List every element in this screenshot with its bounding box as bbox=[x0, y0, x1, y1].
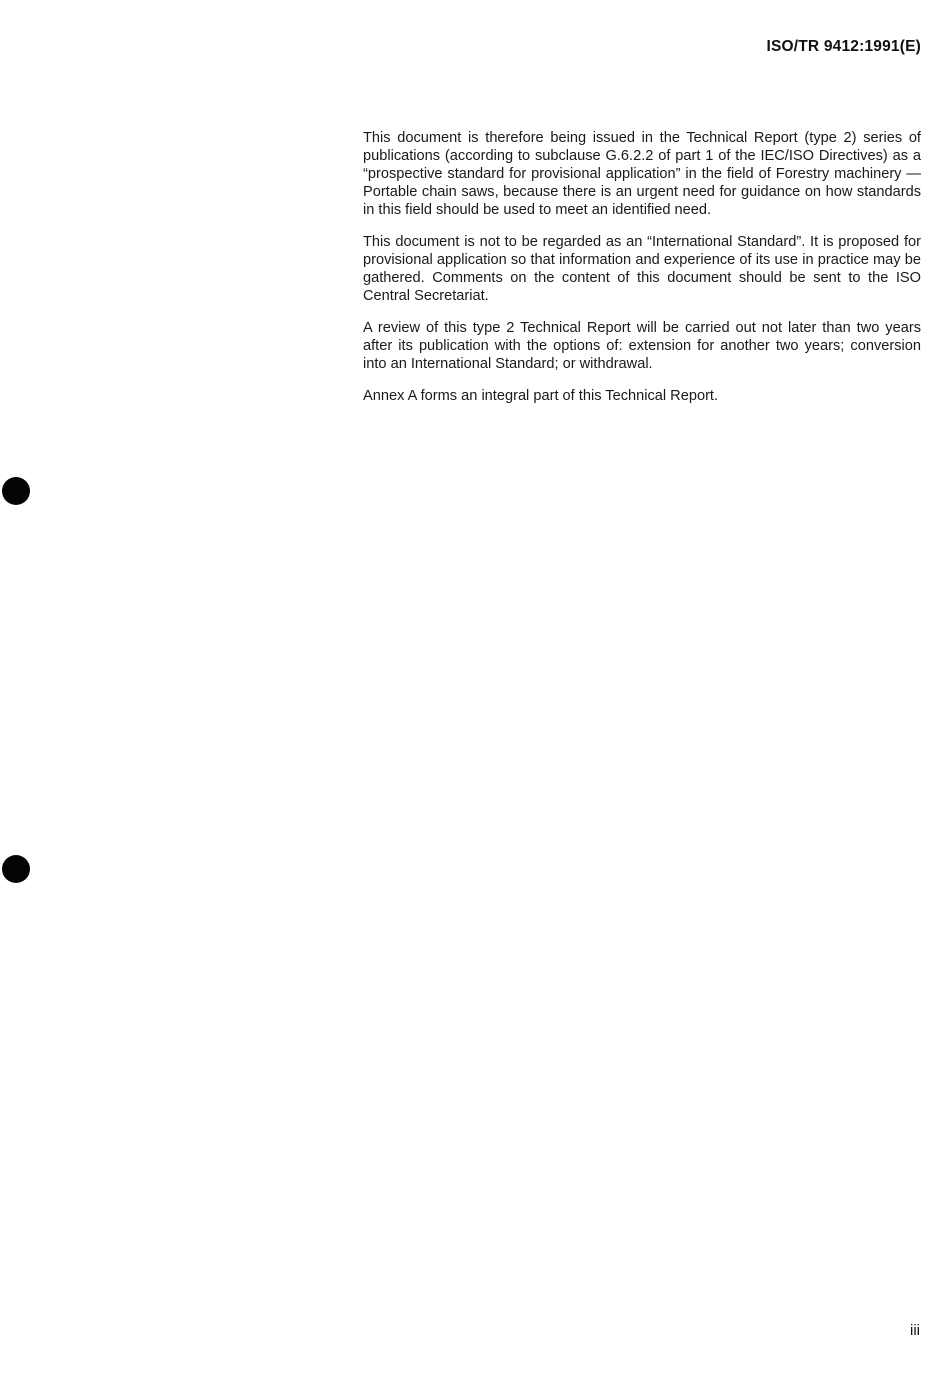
punch-hole-bottom bbox=[2, 855, 30, 883]
paragraph-not-international-standard: This document is not to be regarded as an “International Standard”. It is proposed for provisional application so that information and experience of its use in practice may be gathered. Comments on the content of this document should be sent to the ISO Central Secretariat. bbox=[363, 234, 921, 304]
paragraph-review-options: A review of this type 2 Technical Report will be carried out not later than two years after its publication with the options of: extension for another two years; conversion into an International Standard; or withdrawal. bbox=[363, 320, 921, 372]
paragraph-annex-a: Annex A forms an integral part of this Technical Report. bbox=[363, 388, 719, 404]
punch-hole-top bbox=[2, 477, 30, 505]
page-number: iii bbox=[910, 1322, 920, 1339]
paragraph-technical-report-issue: This document is therefore being issued in the Technical Report (type 2) series of publications (according to subclause G.6.2.2 of part 1 of the IEC/ISO Directives) as a “prospective standard for provisional application” in the field of Forestry machinery — Portable chain saws, because there is an urgent need for guidance on how standards in this field should be used to meet an identified need. bbox=[363, 130, 921, 218]
document-code-header: ISO/TR 9412:1991(E) bbox=[766, 38, 921, 55]
body-text bbox=[363, 129, 921, 419]
